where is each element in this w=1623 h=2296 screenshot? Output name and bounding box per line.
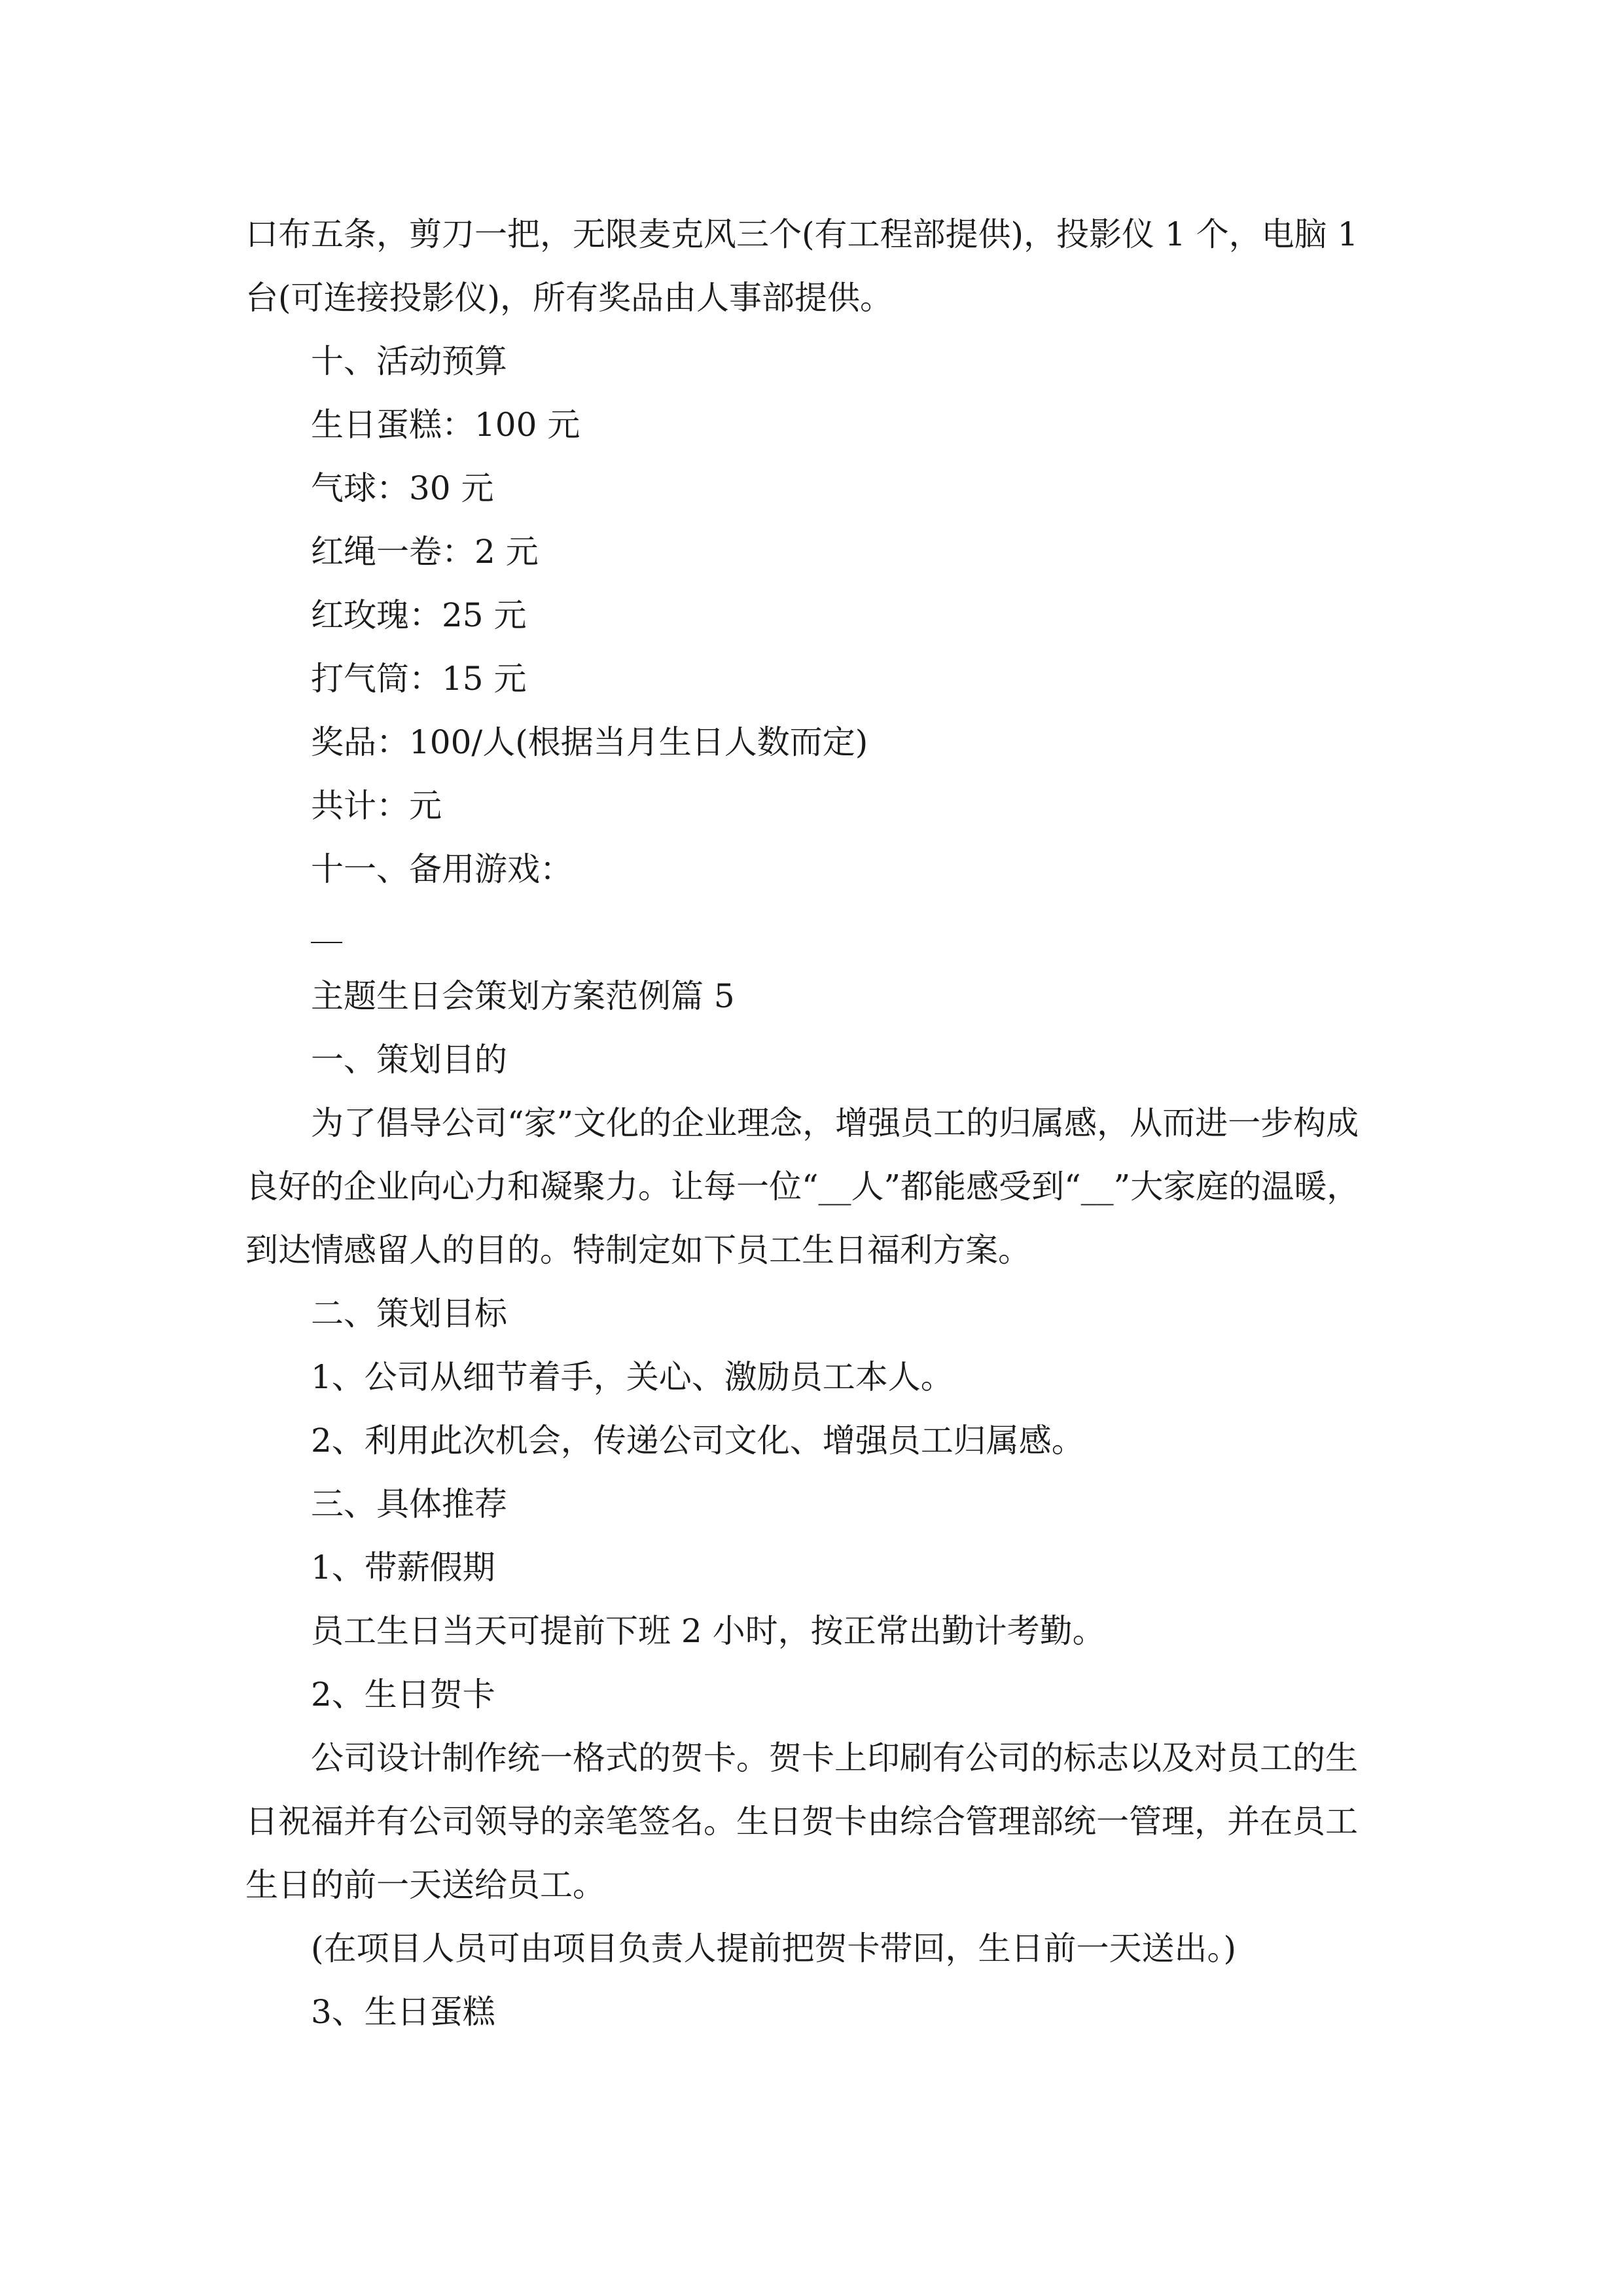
budget-total: 共计：元 bbox=[311, 787, 442, 825]
budget-item-prizes: 奖品：100/人(根据当月生日人数而定) bbox=[311, 723, 868, 761]
goal-item-2: 2、利用此次机会，传递公司文化、增强员工归属感。 bbox=[311, 1422, 1084, 1460]
recommendation-heading-birthday-card: 2、生日贺卡 bbox=[311, 1676, 495, 1713]
recommendation-heading-birthday-cake: 3、生日蛋糕 bbox=[311, 1993, 495, 2031]
budget-item-balloons: 气球：30 元 bbox=[311, 469, 494, 507]
paragraph-purpose: 为了倡导公司“家”文化的企业理念，增强员工的归属感，从而进一步构成良好的企业向心力和凝聚力。让每一位“__人”都能感受到“__”大家庭的温暖，到达情感留人的目的。特制定如下员工生日福利方案。 bbox=[245, 1104, 1360, 1269]
section-heading-backup-games: 十一、备用游戏： bbox=[311, 850, 573, 888]
paragraph-continuation: 口布五条，剪刀一把，无限麦克风三个(有工程部提供)，投影仪 1 个，电脑 1 台(可连接投影仪)，所有奖品由人事部提供。 bbox=[245, 215, 1359, 317]
section-heading-budget: 十、活动预算 bbox=[311, 342, 507, 380]
budget-item-pump: 打气筒：15 元 bbox=[311, 660, 527, 698]
budget-item-red-rope: 红绳一卷：2 元 bbox=[311, 533, 539, 571]
section-heading-goals: 二、策划目标 bbox=[311, 1295, 507, 1333]
article-title: 主题生日会策划方案范例篇 5 bbox=[311, 977, 735, 1015]
paragraph-birthday-card-note: (在项目人员可由项目负责人提前把贺卡带回，生日前一天送出。) bbox=[311, 1929, 1237, 1967]
recommendation-heading-paid-leave: 1、带薪假期 bbox=[311, 1549, 495, 1587]
budget-item-red-roses: 红玫瑰：25 元 bbox=[311, 596, 527, 634]
dash-separator bbox=[245, 901, 1381, 965]
dash-mark bbox=[311, 942, 342, 943]
goal-item-1: 1、公司从细节着手，关心、激励员工本人。 bbox=[311, 1358, 954, 1396]
paragraph-birthday-card: 公司设计制作统一格式的贺卡。贺卡上印刷有公司的标志以及对员工的生日祝福并有公司领导的亲笔签名。生日贺卡由综合管理部统一管理，并在员工生日的前一天送给员工。 bbox=[245, 1739, 1358, 1904]
document-body bbox=[245, 203, 1381, 2044]
paragraph-paid-leave: 员工生日当天可提前下班 2 小时，按正常出勤计考勤。 bbox=[311, 1612, 1105, 1650]
section-heading-recommendations: 三、具体推荐 bbox=[311, 1485, 507, 1523]
budget-item-cake: 生日蛋糕：100 元 bbox=[311, 406, 580, 444]
section-heading-purpose: 一、策划目的 bbox=[311, 1041, 507, 1079]
